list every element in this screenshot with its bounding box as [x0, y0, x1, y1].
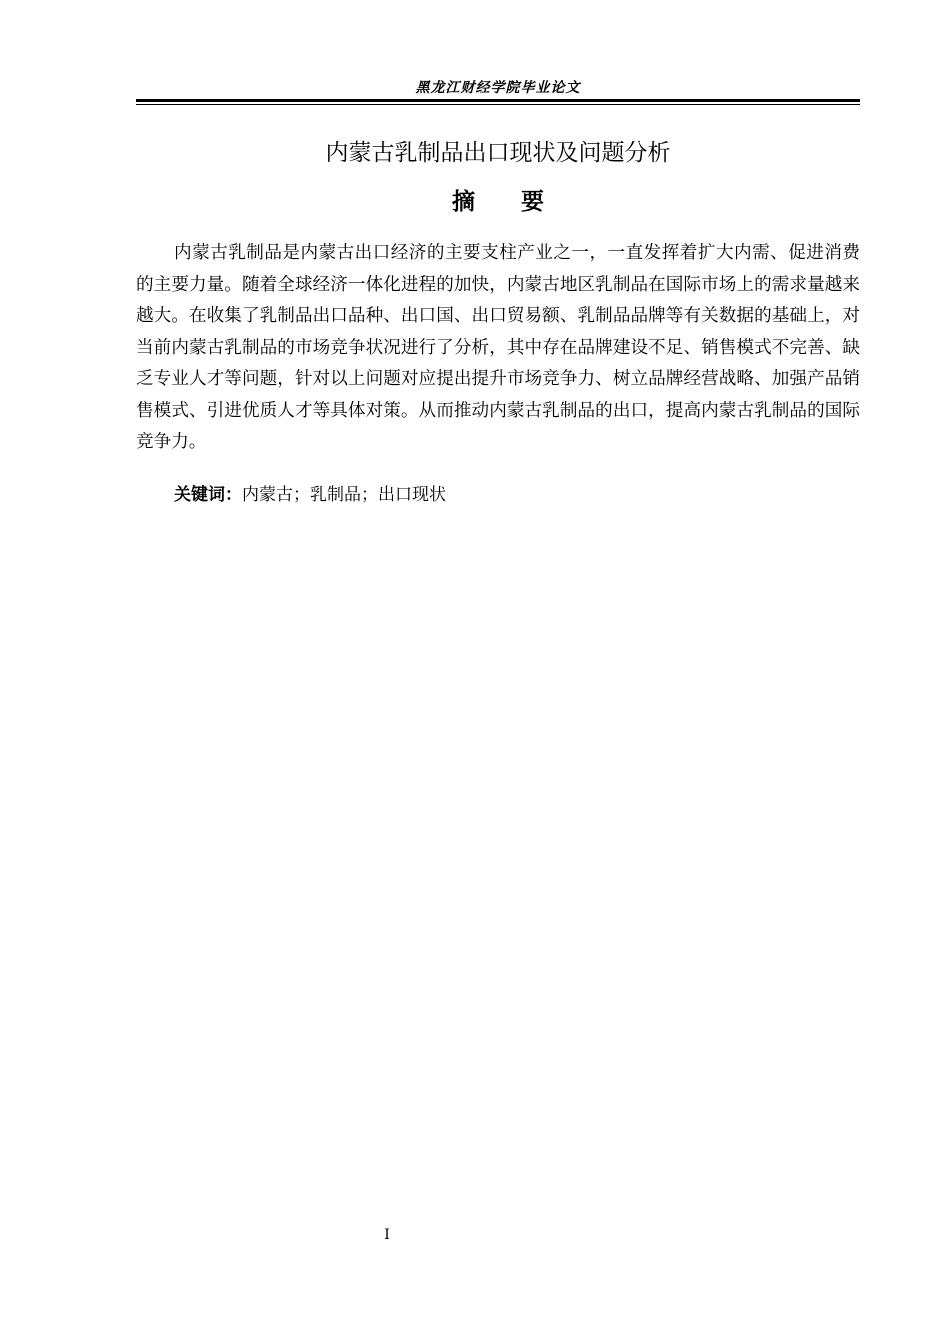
abstract-heading: 摘要	[452, 189, 590, 215]
paper-title: 内蒙古乳制品出口现状及问题分析	[325, 140, 671, 166]
keywords-value: 内蒙古；乳制品；出口现状	[242, 485, 446, 505]
keywords-label: 关键词：	[174, 485, 242, 505]
keywords-line	[174, 482, 446, 508]
header-rule-thick	[136, 99, 860, 102]
header-rule-thin	[136, 104, 860, 105]
page-number: I	[384, 1227, 390, 1243]
running-header: 黑龙江财经学院毕业论文	[415, 80, 581, 96]
abstract-body: 内蒙古乳制品是内蒙古出口经济的主要支柱产业之一，一直发挥着扩大内需、促进消费的主要力量。随着全球经济一体化进程的加快，内蒙古地区乳制品在国际市场上的需求量越来越大。在收集了乳制品出口品种、出口国、出口贸易额、乳制品品牌等有关数据的基础上，对当前内蒙古乳制品的市场竞争状况进行了分析，其中存在品牌建设不足、销售模式不完善、缺乏专业人才等问题，针对以上问题对应提出提升市场竞争力、树立品牌经营战略、加强产品销售模式、引进优质人才等具体对策。从而推动内蒙古乳制品的出口，提高内蒙古乳制品的国际竞争力。	[136, 243, 860, 452]
